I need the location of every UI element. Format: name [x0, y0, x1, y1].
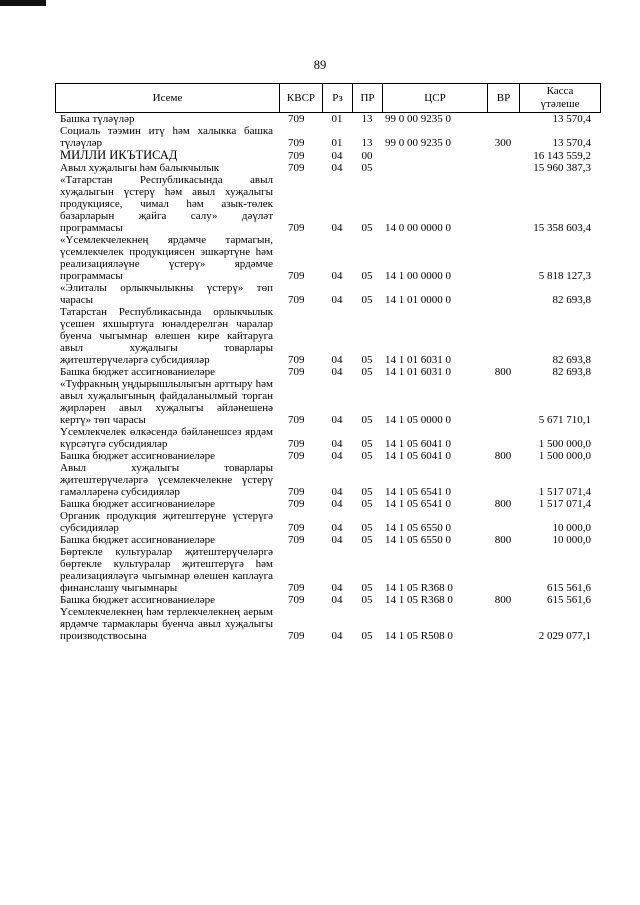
row-vr: 800 — [494, 450, 512, 462]
row-csr: 14 1 05 6550 0 — [385, 534, 451, 546]
row-vr — [487, 462, 519, 498]
row-amount: 1 517 071,4 — [538, 486, 591, 498]
row-amount: 10 000,0 — [552, 534, 591, 546]
row-name: Органик продукция җитештерүне үстерүгә субсидияләр — [60, 510, 273, 534]
row-pr: 05 — [361, 366, 373, 378]
table-row — [55, 510, 600, 534]
row-rz: 04 — [331, 486, 343, 498]
row-csr — [382, 149, 487, 162]
row-vr — [487, 174, 519, 234]
row-kbsr: 709 — [288, 162, 305, 174]
row-kbsr: 709 — [288, 594, 305, 606]
row-rz: 04 — [331, 498, 343, 510]
row-name: Авыл хуҗалыгы һәм балыкчылык — [60, 162, 220, 174]
row-amount: 1 500 000,0 — [538, 450, 591, 462]
header-kbsr: КВСР — [280, 84, 323, 113]
scan-edge-mark — [0, 0, 46, 6]
row-pr: 13 — [361, 113, 373, 125]
row-vr — [487, 306, 519, 366]
row-rz: 01 — [331, 137, 343, 149]
table-row — [55, 234, 600, 282]
row-pr: 05 — [361, 594, 373, 606]
row-name: МИЛЛИ ИКЪТИСАД — [60, 148, 178, 162]
row-vr: 800 — [494, 594, 512, 606]
row-csr: 14 1 05 0000 0 — [385, 414, 451, 426]
row-pr: 05 — [361, 450, 373, 462]
row-kbsr: 709 — [288, 438, 305, 450]
row-csr — [382, 162, 487, 174]
row-vr — [487, 113, 519, 125]
row-rz: 04 — [331, 366, 343, 378]
row-csr: 14 1 05 R368 0 — [385, 582, 453, 594]
row-vr: 800 — [494, 498, 512, 510]
table-row — [55, 306, 600, 366]
row-amount: 13 570,4 — [552, 137, 591, 149]
row-rz: 04 — [331, 150, 343, 162]
row-vr: 800 — [494, 366, 512, 378]
row-amount: 15 960 387,3 — [533, 162, 591, 174]
row-vr: 300 — [494, 137, 512, 149]
row-amount: 2 029 077,1 — [538, 630, 591, 642]
row-pr: 05 — [361, 630, 373, 642]
row-csr: 14 1 01 0000 0 — [385, 294, 451, 306]
row-pr: 05 — [361, 414, 373, 426]
row-amount: 82 693,8 — [552, 354, 591, 366]
row-name: Башка бюджет ассигнованиеләре — [60, 498, 215, 510]
row-csr: 14 1 05 6550 0 — [385, 522, 451, 534]
table-row — [55, 462, 600, 498]
table-row — [55, 162, 600, 174]
row-rz: 04 — [331, 354, 343, 366]
table-row — [55, 113, 600, 125]
row-name: Башка бюджет ассигнованиеләре — [60, 594, 215, 606]
header-kassa-line1: Касса — [546, 85, 574, 97]
row-kbsr: 709 — [288, 222, 305, 234]
row-vr — [487, 149, 519, 162]
row-csr: 14 1 00 0000 0 — [385, 270, 451, 282]
row-pr: 05 — [361, 498, 373, 510]
row-kbsr: 709 — [288, 150, 305, 162]
row-name: Башка түләүләр — [60, 113, 135, 125]
row-kbsr: 709 — [288, 534, 305, 546]
row-pr: 05 — [361, 582, 373, 594]
row-name: Үсемлекчелек өлкәсендә бәйләнешсез ярдәм күрсәтүгә субсидияләр — [60, 426, 273, 450]
row-amount: 10 000,0 — [552, 522, 591, 534]
row-rz: 04 — [331, 222, 343, 234]
table-row — [55, 282, 600, 306]
row-vr: 800 — [494, 534, 512, 546]
row-csr: 99 0 00 9235 0 — [385, 137, 451, 149]
header-rz: Рз — [323, 84, 353, 113]
row-kbsr: 709 — [288, 270, 305, 282]
row-rz: 04 — [331, 162, 343, 174]
row-kbsr: 709 — [288, 498, 305, 510]
row-vr — [487, 282, 519, 306]
row-name: Башка бюджет ассигнованиеләре — [60, 534, 215, 546]
row-amount: 82 693,8 — [552, 366, 591, 378]
row-name: «Туфракның уңдырышлылыгын арттыру һәм авыл хуҗалыгының файдаланылмый торган җирләрен авыл хуҗалыгы әйләнешенә кертү» төп чарасы — [60, 378, 273, 426]
row-rz: 04 — [331, 630, 343, 642]
row-rz: 04 — [331, 438, 343, 450]
row-amount: 13 570,4 — [552, 113, 591, 125]
page-number: 89 — [313, 58, 327, 72]
row-kbsr: 709 — [288, 582, 305, 594]
row-amount: 615 561,6 — [547, 594, 591, 606]
table-row — [55, 594, 600, 606]
row-rz: 04 — [331, 582, 343, 594]
row-kbsr: 709 — [288, 522, 305, 534]
table-row — [55, 606, 600, 642]
row-name: Үсемлекчелекнең һәм терлекчелекнең аерым ярдәмче тармаклары буенча авыл хуҗалыгы производствосына — [60, 606, 273, 642]
row-amount: 1 517 071,4 — [538, 498, 591, 510]
row-amount: 5 818 127,3 — [538, 270, 591, 282]
row-pr: 05 — [361, 534, 373, 546]
row-rz: 04 — [331, 294, 343, 306]
row-csr: 14 1 05 6541 0 — [385, 486, 451, 498]
row-kbsr: 709 — [288, 486, 305, 498]
row-rz: 04 — [331, 414, 343, 426]
row-pr: 05 — [361, 162, 373, 174]
row-name: Башка бюджет ассигнованиеләре — [60, 366, 215, 378]
row-csr: 14 1 05 R508 0 — [385, 630, 453, 642]
row-rz: 04 — [331, 534, 343, 546]
row-pr: 05 — [361, 354, 373, 366]
table-row — [55, 426, 600, 450]
table-header — [55, 83, 601, 113]
row-name: Татарстан Республикасында орлыкчылык үсешен яхшыртуга юнәлдерелгән чаралар буенча чыгымнар өлешен кире кайтаруга авыл хуҗалыгы товарлары җитештерүчеләргә субсидияләр — [60, 306, 273, 366]
row-kbsr: 709 — [288, 450, 305, 462]
header-kassa-line2: үтәлеше — [540, 98, 580, 110]
table-body — [55, 113, 600, 642]
row-csr: 14 1 01 6031 0 — [385, 366, 451, 378]
row-vr — [487, 546, 519, 594]
row-pr: 05 — [361, 294, 373, 306]
table-row — [55, 378, 600, 426]
row-rz: 04 — [331, 450, 343, 462]
row-csr: 14 1 05 6041 0 — [385, 450, 451, 462]
table-row — [55, 149, 600, 162]
row-vr — [487, 606, 519, 642]
row-vr — [487, 234, 519, 282]
row-pr: 05 — [361, 522, 373, 534]
header-vr: ВР — [488, 84, 520, 113]
row-pr: 05 — [361, 270, 373, 282]
row-name: Башка бюджет ассигнованиеләре — [60, 450, 215, 462]
row-name: «Элиталы орлыкчылыкны үстерү» төп чарасы — [60, 282, 273, 306]
budget-table — [55, 113, 600, 642]
row-kbsr: 709 — [288, 294, 305, 306]
table-row — [55, 534, 600, 546]
row-pr: 05 — [361, 486, 373, 498]
row-csr: 14 1 05 6541 0 — [385, 498, 451, 510]
row-csr: 14 0 00 0000 0 — [385, 222, 451, 234]
row-kbsr: 709 — [288, 354, 305, 366]
row-kbsr: 709 — [288, 113, 305, 125]
row-amount: 5 671 710,1 — [538, 414, 591, 426]
row-pr: 13 — [361, 137, 373, 149]
row-amount: 615 561,6 — [547, 582, 591, 594]
table-row — [55, 546, 600, 594]
header-kassa — [520, 84, 601, 113]
row-vr — [487, 510, 519, 534]
row-csr: 14 1 01 6031 0 — [385, 354, 451, 366]
table-row — [55, 125, 600, 149]
row-amount: 16 143 559,2 — [533, 150, 591, 162]
row-vr — [487, 378, 519, 426]
table-row — [55, 450, 600, 462]
row-name: Авыл хуҗалыгы товарлары җитештерүчеләргә үсемлекчелекне үстерү гамәлләренә субсидияләр — [60, 462, 273, 498]
row-rz: 04 — [331, 522, 343, 534]
table-row — [55, 498, 600, 510]
header-csr: ЦСР — [383, 84, 488, 113]
row-kbsr: 709 — [288, 414, 305, 426]
header-pr: ПР — [353, 84, 383, 113]
row-pr: 05 — [361, 222, 373, 234]
table-row — [55, 366, 600, 378]
row-csr: 14 1 05 6041 0 — [385, 438, 451, 450]
row-name: «Татарстан Республикасында авыл хуҗалыгын үстерү һәм авыл хуҗалыгы продукциясе, чимал һәм азык-төлек базарларын җайга салу» дәүләт программасы — [60, 174, 273, 234]
row-vr — [487, 162, 519, 174]
row-rz: 01 — [331, 113, 343, 125]
row-name: «Үсемлекчелекнең ярдәмче тармагын, үсемлекчелек продукциясен эшкәртүне һәм реализацияләүне үстерү» ярдәмче программасы — [60, 234, 273, 282]
row-amount: 82 693,8 — [552, 294, 591, 306]
row-pr: 05 — [361, 438, 373, 450]
row-kbsr: 709 — [288, 630, 305, 642]
header-name: Исеме — [56, 84, 280, 113]
table-row — [55, 174, 600, 234]
row-amount: 1 500 000,0 — [538, 438, 591, 450]
row-kbsr: 709 — [288, 137, 305, 149]
row-rz: 04 — [331, 270, 343, 282]
row-pr: 00 — [361, 150, 373, 162]
row-csr: 99 0 00 9235 0 — [385, 113, 451, 125]
row-kbsr: 709 — [288, 366, 305, 378]
row-name: Бөртекле культуралар җитештерүчеләргә бөртекле культуралар җитештерүгә һәм реализацияләүгә чыгымнар өлешен каплауга финанслашу чыгымнары — [60, 546, 273, 594]
row-csr: 14 1 05 R368 0 — [385, 594, 453, 606]
row-amount: 15 358 603,4 — [533, 222, 591, 234]
row-vr — [487, 426, 519, 450]
row-name: Социаль тәэмин итү һәм халыкка башка түләүләр — [60, 125, 273, 149]
row-rz: 04 — [331, 594, 343, 606]
